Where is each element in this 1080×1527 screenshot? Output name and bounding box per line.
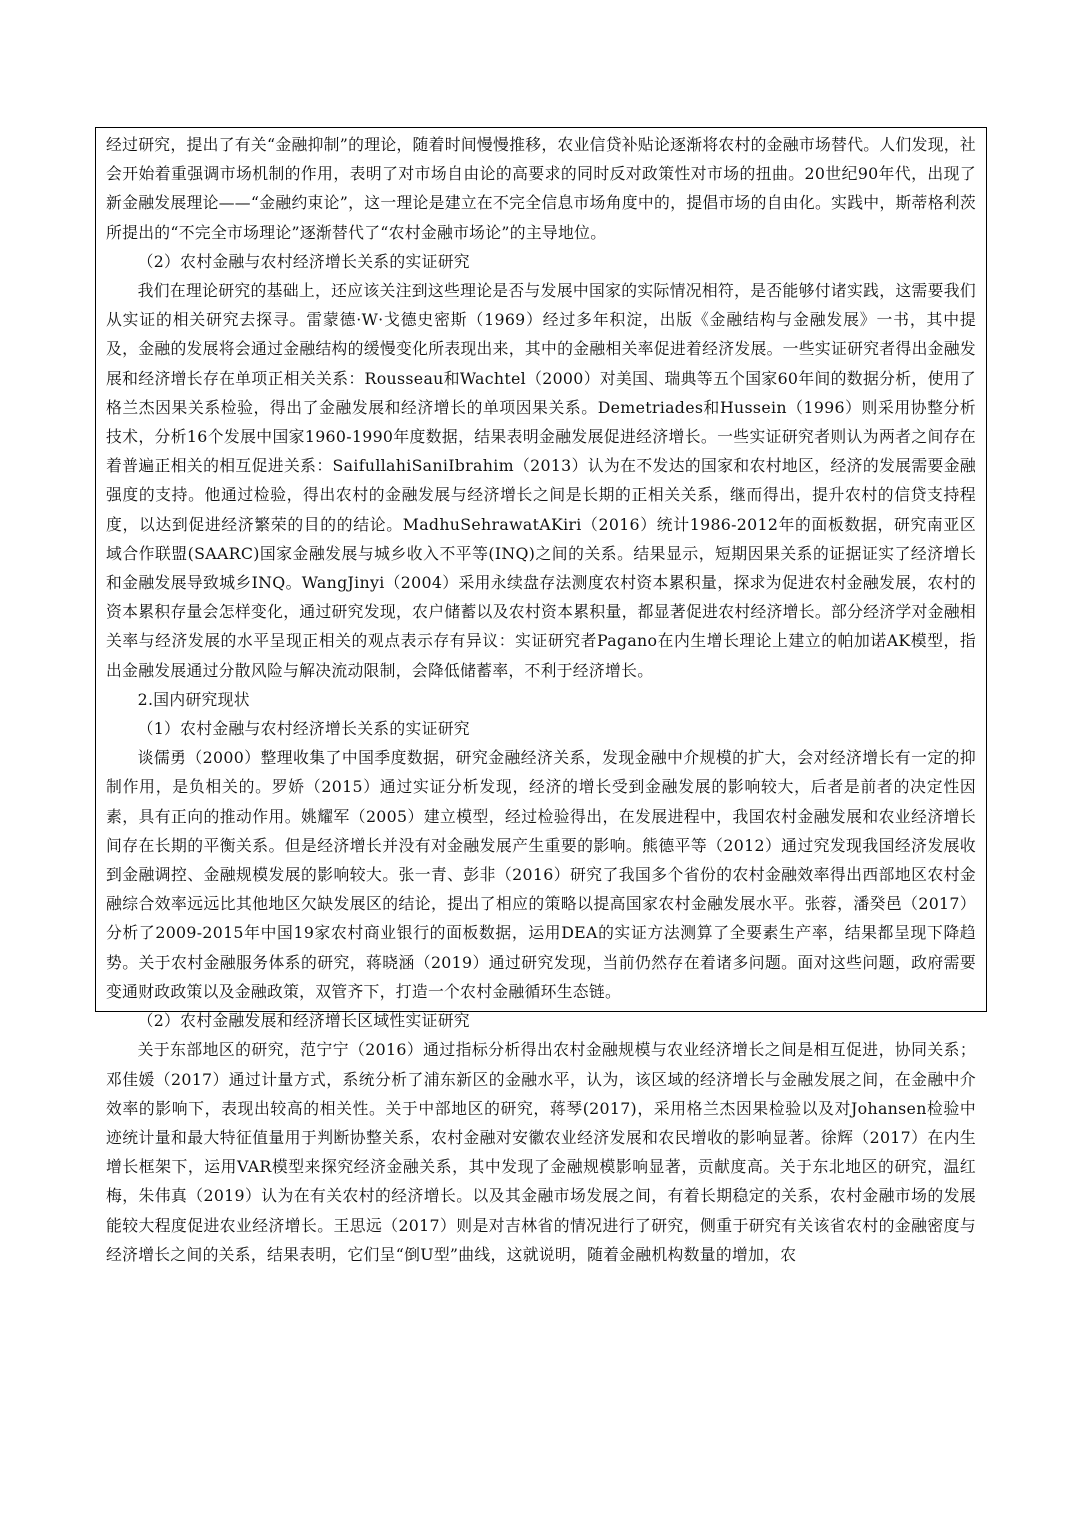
- paragraph-regional: 关于东部地区的研究，范宁宁（2016）通过指标分析得出农村金融规模与农业经济增长之间是相互促进，协同关系；邓佳媛（2017）通过计量方式，系统分析了浦东新区的金融水平，认为，该区域的经济增长与金融发展之间，在金融中介效率的影响下，表现出较高的相关性。关于中部地区的研究，蒋琴(2017)，采用格兰杰因果检验以及对Johansen检验中迹统计量和最大特征值量用于判断协整关系，农村金融对安徽农业经济发展和农民增收的影响显著。徐辉（2017）在内生增长框架下，运用VAR模型来探究经济金融关系，其中发现了金融规模影响显著，贡献度高。关于东北地区的研究，温红梅，朱伟真（2019）认为在有关农村的经济增长。以及其金融市场发展之间，有着长期稳定的关系，农村金融市场的发展能较大程度促进农业经济增长。王思远（2017）则是对吉林省的情况进行了研究，侧重于研究有关该省农村的金融密度与经济增长之间的关系，结果表明，它们呈“倒U型”曲线，这就说明，随着金融机构数量的增加，农: [106, 1040, 976, 1264]
- paragraph-intro-continued: 经过研究，提出了有关“金融抑制”的理论，随着时间慢慢推移，农业信贷补贴论逐渐将农村的金融市场替代。人们发现，社会开始着重强调市场机制的作用，表明了对市场自由论的高要求的同时反对政策性对市场的扭曲。20世纪90年代，出现了新金融发展理论——“金融约束论”，这一理论是建立在不完全信息市场角度中的，提倡市场的自由化。实践中，斯蒂格利茨所提出的“不完全市场理论”逐渐替代了“农村金融市场论”的主导地位。: [106, 135, 976, 242]
- section-heading-regional: （2）农村金融发展和经济增长区域性实证研究: [137, 1011, 470, 1031]
- section-heading-empirical-foreign: （2）农村金融与农村经济增长关系的实证研究: [137, 251, 470, 271]
- paragraph-empirical-foreign: 我们在理论研究的基础上，还应该关注到这些理论是否与发展中国家的实际情况相符，是否能够付诸实践，这需要我们从实证的相关研究去探寻。雷蒙德·W·戈德史密斯（1969）经过多年积淀，出版《金融结构与金融发展》一书，其中提及，金融的发展将会通过金融结构的缓慢变化所表现出来，其中的金融相关率促进着经济发展。一些实证研究者得出金融发展和经济增长存在单项正相关关系：Rousseau和Wachtel（2000）对美国、瑞典等五个国家60年间的数据分析，使用了格兰杰因果关系检验，得出了金融发展和经济增长的单项因果关系。Demetriades和Hussein（1996）则采用协整分析技术，分析16个发展中国家1960-1990年度数据，结果表明金融发展促进经济增长。一些实证研究者则认为两者之间存在着普遍正相关的相互促进关系：SaifullahiSaniIbrahim（2013）认为在不发达的国家和农村地区，经济的发展需要金融强度的支持。他通过检验，得出农村的金融发展与经济增长之间是长期的正相关关系，继而得出，提升农村的信贷支持程度，以达到促进经济繁荣的目的的结论。MadhuSehrawatAKiri（2016）统计1986-2012年的面板数据，研究南亚区域合作联盟(SAARC)国家金融发展与城乡收入不平等(INQ)之间的关系。结果显示，短期因果关系的证据证实了经济增长和金融发展导致城乡INQ。WangJinyi（2004）采用永续盘存法测度农村资本累积量，探求为促进农村金融发展，农村的资本累积存量会怎样变化，通过研究发现，农户储蓄以及农村资本累积量，都显著促进农村经济增长。部分经济学对金融相关率与经济发展的水平呈现正相关的观点表示存有异议：实证研究者Pagano在内生增长理论上建立的帕加诺AK模型，指出金融发展通过分散风险与解决流动限制，会降低储蓄率，不利于经济增长。: [106, 281, 976, 680]
- section-heading-domestic-status: 2.国内研究现状: [137, 689, 250, 709]
- paragraph-empirical-domestic: 谈儒勇（2000）整理收集了中国季度数据，研究金融经济关系，发现金融中介规模的扩大，会对经济增长有一定的抑制作用，是负相关的。罗娇（2015）通过实证分析发现，经济的增长受到金融发展的影响较大，后者是前者的决定性因素，具有正向的推动作用。姚耀军（2005）建立模型，经过检验得出，在发展进程中，我国农村金融发展和农业经济增长间存在长期的平衡关系。但是经济增长并没有对金融发展产生重要的影响。熊德平等（2012）通过究发现我国经济发展收到金融调控、金融规模发展的影响较大。张一青、彭非（2016）研究了我国多个省份的农村金融效率得出西部地区农村金融综合效率远远比其他地区欠缺发展区的结论，提出了相应的策略以提高国家农村金融发展水平。张蓉，潘癸邑（2017）分析了2009-2015年中国19家农村商业银行的面板数据，运用DEA的实证方法测算了全要素生产率，结果都呈现下降趋势。关于农村金融服务体系的研究，蒋晓涵（2019）通过研究发现，当前仍然存在着诸多问题。面对这些问题，政府需要变通财政政策以及金融政策，双管齐下，打造一个农村金融循环生态链。: [106, 748, 976, 1001]
- content-box: [95, 127, 987, 1264]
- section-heading-empirical-domestic: （1）农村金融与农村经济增长关系的实证研究: [137, 719, 470, 739]
